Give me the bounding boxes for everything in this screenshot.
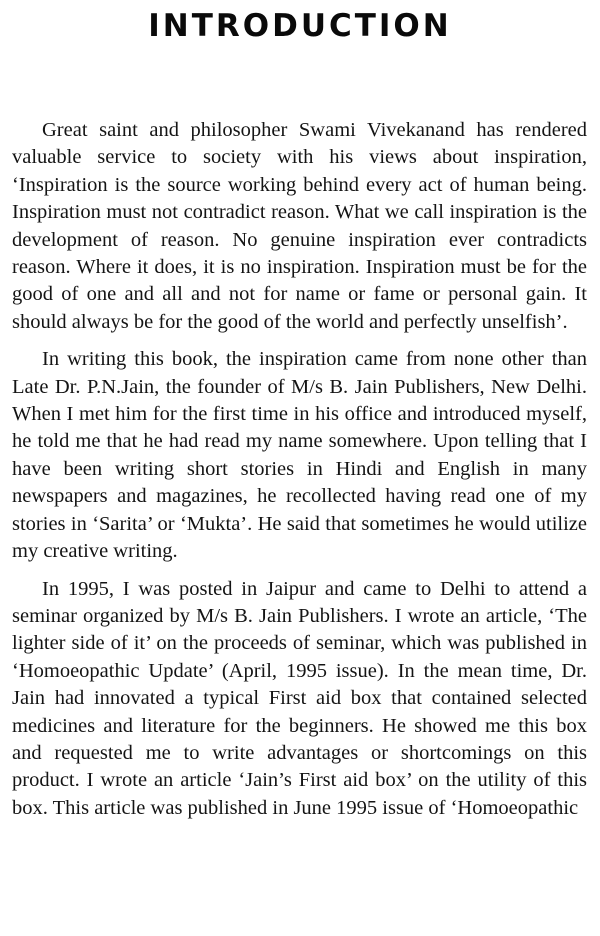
page-title: INTRODUCTION: [148, 8, 452, 44]
body-text: [12, 117, 587, 832]
paragraph-3: In 1995, I was posted in Jaipur and came to Delhi to attend a seminar organized by M/s B. Jain Publishers. I wrote an article, ‘The lighter side of it’ on the proceeds of seminar, which was published in ‘Homoeopathic Update’ (April, 1995 issue). In the mean time, Dr. Jain had innovated a typical First aid box that contained selected medicines and literature for the beginners. He showed me this box and requested me to write advantages or shortcomings on this product. I wrote an article ‘Jain’s First aid box’ on the utility of this box. This article was published in June 1995 issue of ‘Homoeopathic: [12, 577, 587, 819]
paragraph-2: In writing this book, the inspiration came from none other than Late Dr. P.N.Jain, the founder of M/s B. Jain Publishers, New Delhi. When I met him for the first time in his office and introduced myself, he told me that he had read my name somewhere. Upon telling that I have been writing short stories in Hindi and English in many newspapers and magazines, he recollected having read one of my stories in ‘Sarita’ or ‘Mukta’. He said that sometimes he would utilize my creative writing.: [12, 348, 587, 563]
paragraph-1: Great saint and philosopher Swami Vivekanand has rendered valuable service to society with his views about inspiration, ‘Inspiration is the source working behind every act of human being. Inspiration must not contradict reason. What we call inspiration is the development of reason. No genuine inspiration ever contradicts reason. Where it does, it is no inspiration. Inspiration must be for the good of one and all and not for name or fame or personal gain. It should always be for the good of the world and perfectly unselfish’.: [12, 119, 587, 333]
